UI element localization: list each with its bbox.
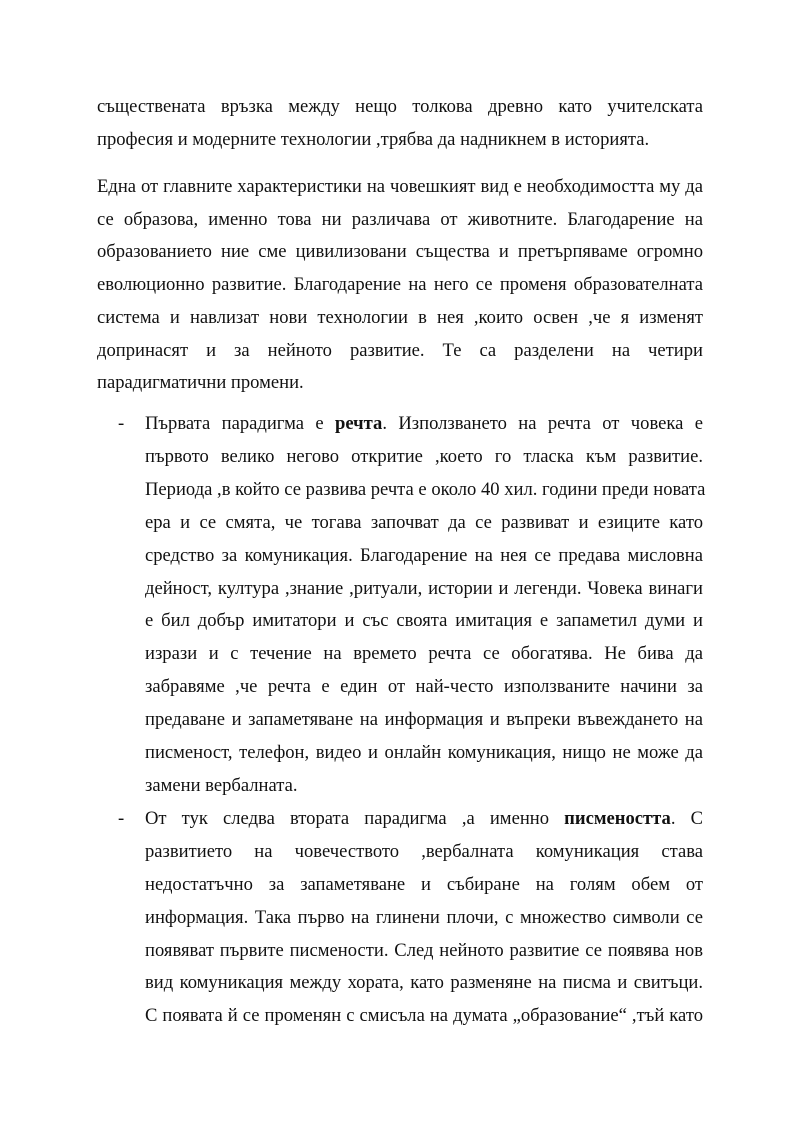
list-item-writing [118, 803, 703, 1033]
text-line: средство за комуникация. Благодарение на нея се предава мисловна [145, 544, 703, 566]
text-line: развитието на човечеството ,вербалната комуникация става [145, 840, 703, 862]
text-line: парадигматични промени. [97, 372, 304, 394]
text-line: ера и се смята, че тогава започват да се развиват и езиците като [145, 511, 703, 533]
paradigm-list [118, 408, 706, 1033]
text-line: съществената връзка между нещо толкова древно като учителската [97, 96, 703, 117]
text-line: е бил добър имитатори и със своята имитация е запаметил думи и [145, 610, 703, 632]
text-line: професия и модерните технологии ,трябва да надникнем в историята. [97, 128, 650, 150]
text-line: информация. Така първо на глинени плочи, с множество символи се [145, 906, 703, 928]
text-line: първото велико негово откритие ,което го тласка към развитие. [145, 445, 703, 467]
text-line: се образова, именно това ни различава от животните. Благодарение на [97, 208, 703, 230]
text-line: образованието ние сме цивилизовани същества и претърпяваме огромно [97, 241, 703, 263]
list-dash: - [118, 807, 125, 829]
text-line: система и навлизат нови технологии в нея ,които освен ,че я изменят [97, 306, 703, 328]
text-line: С появата й се променян с смисъла на думата „образование“ ,тъй като [145, 1005, 703, 1027]
text-line: допринасят и за нейното развитие. Те са разделени на четири [97, 339, 703, 361]
text-line: вид комуникация между хората, като разменяне на писма и свитъци. [145, 972, 703, 994]
text-line: дейност, култура ,знание ,ритуали, истории и легенди. Човека винаги [145, 577, 703, 599]
text-line: забравяме ,че речта е един от най-често използваните начини за [145, 676, 703, 698]
paragraph-human-education [97, 171, 703, 400]
term-speech: речта [335, 413, 383, 434]
text-line: От тук следва втората парадигма ,а именно писмеността. С [145, 807, 703, 829]
list-dash: - [118, 413, 125, 434]
paragraph-intro [97, 91, 703, 156]
text-line: Една от главните характеристики на човешкият вид е необходимостта му да [97, 176, 703, 197]
text-line: недостатъчно за запаметяване и събиране на голям обем от [145, 873, 703, 895]
list-item-speech [118, 408, 706, 803]
text-line: Периода ,в който се развива речта е около 40 хил. години преди новата [145, 478, 706, 500]
text-line: изрази и с течение на времето речта се обогатява. Не бива да [145, 643, 703, 665]
text-line: появяват първите писмености. След нейното развитие се появява нов [145, 939, 703, 961]
text-line: писменост, телефон, видео и онлайн комуникация, нищо не може да [145, 742, 703, 764]
term-writing: писмеността [564, 807, 671, 829]
text-line: еволюционно развитие. Благодарение на него се променя образователната [97, 274, 703, 296]
text-line: замени вербалната. [145, 774, 298, 796]
text-line: Първата парадигма е речта. Използването на речта от човека е [145, 413, 703, 434]
text-line: предаване и запаметяване на информация и въпреки въвеждането на [145, 709, 703, 731]
